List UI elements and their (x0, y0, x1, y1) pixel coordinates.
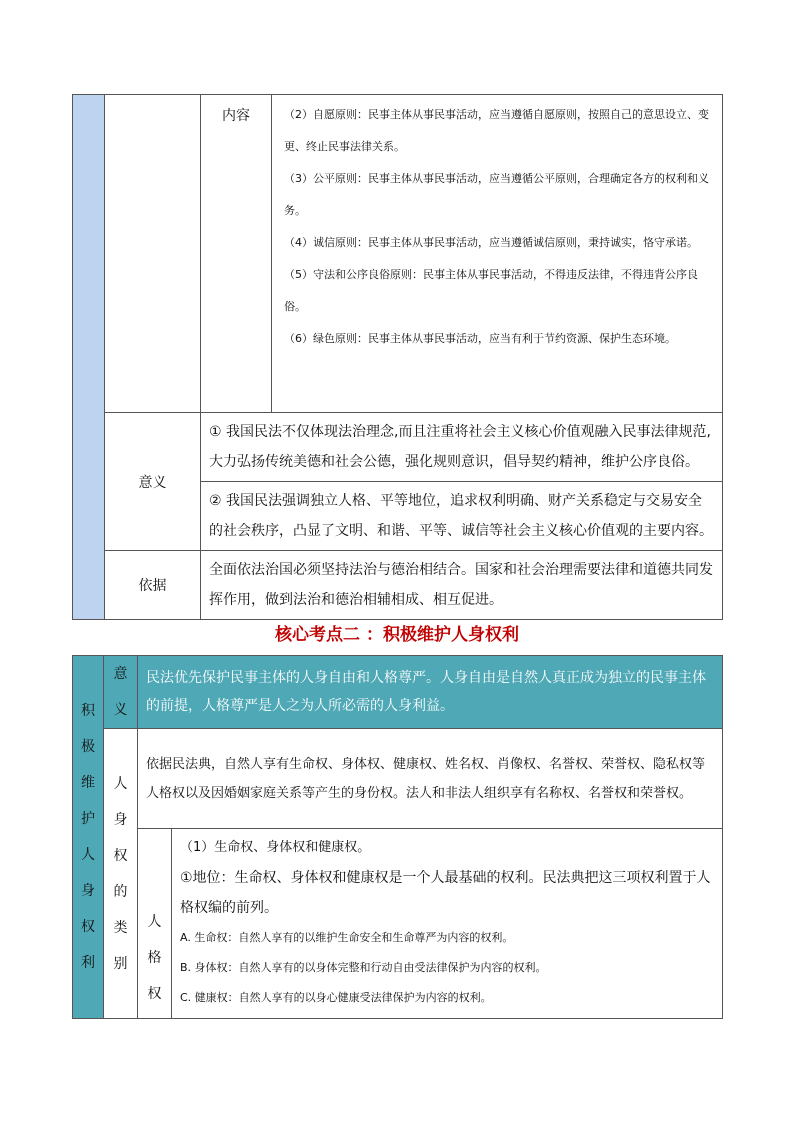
personality-cell (172, 829, 723, 1019)
meaning-1: ① 我国民法不仅体现法治理念,而且注重将社会主义核心价值观融入民事法律规范,大力弘扬传统美德和社会公德，强化规则意识，倡导契约精神，维护公序良俗。 (201, 413, 722, 482)
meaning-label: 意义 (105, 413, 201, 551)
meaning-label-2: 意 义 (104, 656, 138, 729)
types-label: 人 身 权 的 类 别 (104, 729, 138, 1019)
meaning-cell (201, 413, 723, 551)
meaning-text-2: 民法优先保护民事主体的人身自由和人格尊严。人身自由是自然人真正成为独立的民事主体的前提，人格尊严是人之为人所必需的人身利益。 (138, 656, 723, 729)
sub-a: A. 生命权：自然人享有的以维护生命安全和生命尊严为内容的权利。 (180, 931, 514, 944)
principle-item: （2）自愿原则：民事主体从事民事活动，应当遵循自愿原则，按照自己的意思设立、变更、终止民事法律关系。 (284, 108, 709, 153)
content-cell (272, 95, 723, 413)
principle-item: （3）公平原则：民事主体从事民事活动，应当遵循公平原则，合理确定各方的权利和义务。 (284, 172, 709, 217)
meaning-2: ② 我国民法强调独立人格、平等地位，追求权利明确、财产关系稳定与交易安全的社会秩序，凸显了文明、和谐、平等、诚信等社会主义核心价值观的主要内容。 (209, 493, 713, 539)
content-label: 内容 (201, 95, 272, 413)
sub-status: ①地位：生命权、身体权和健康权是一个人最基础的权利。民法典把这三项权利置于人格权编的前列。 (180, 870, 711, 916)
basis-text: 全面依法治国必须坚持法治与德治相结合。国家和社会治理需要法律和道德共同发挥作用，做到法治和德治相辅相成、相互促进。 (201, 551, 723, 620)
side-label: 积 极 维 护 人 身 权 利 (73, 656, 104, 1019)
sub-c: C. 健康权：自然人享有的以身心健康受法律保护为内容的权利。 (180, 991, 492, 1004)
principles-table (72, 94, 723, 620)
section-heading: 核心考点二 ：积极维护人身权利 (275, 625, 519, 645)
basis-label: 依据 (105, 551, 201, 620)
blank-cell (105, 95, 201, 413)
types-intro: 依据民法典，自然人享有生命权、身体权、健康权、姓名权、肖像权、名誉权、荣誉权、隐私权等人格权以及因婚姻家庭关系等产生的身份权。法人和非法人组织享有名称权、名誉权和荣誉权。 (138, 729, 723, 829)
side-band (73, 95, 105, 620)
principle-item: （4）诚信原则：民事主体从事民事活动，应当遵循诚信原则，秉持诚实，恪守承诺。 (284, 236, 698, 249)
sub-title: （1）生命权、身体权和健康权。 (180, 840, 371, 855)
principle-item: （5）守法和公序良俗原则：民事主体从事民事活动，不得违反法律，不得违背公序良俗。 (284, 268, 698, 313)
sub-b: B. 身体权：自然人享有的以身体完整和行动自由受法律保护为内容的权利。 (180, 961, 547, 974)
principle-item: （6）绿色原则：民事主体从事民事活动，应当有利于节约资源、保护生态环境。 (284, 332, 676, 345)
personal-rights-table (72, 655, 723, 1019)
personality-label: 人 格 权 (138, 829, 172, 1019)
